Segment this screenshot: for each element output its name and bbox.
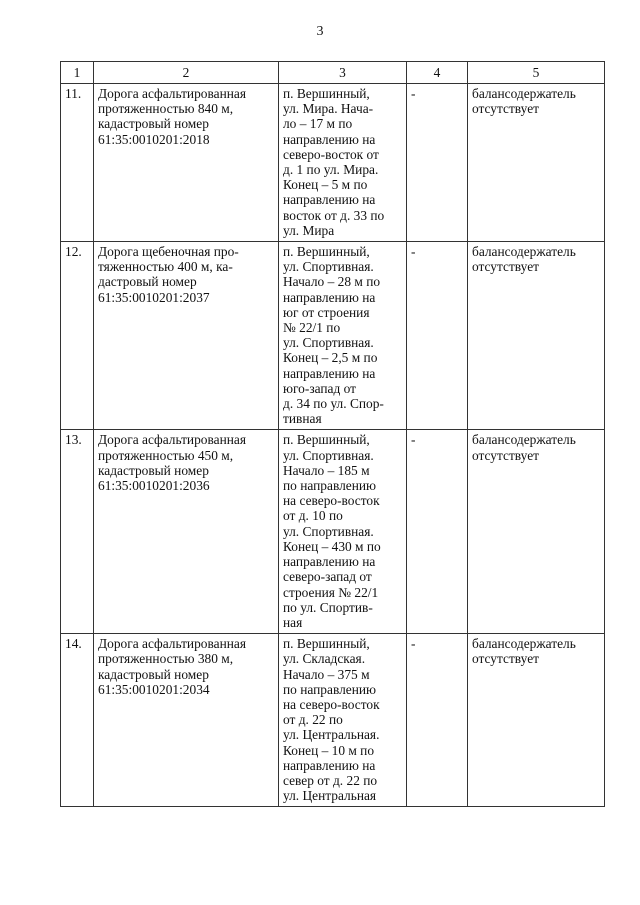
location-line: ло – 17 м по [283,116,353,132]
location-line: п. Вершинный, [283,244,370,260]
description-line: тяженностью 400 м, ка- [98,259,233,275]
location-line: юго-запад от [283,380,357,396]
location-line: от д. 22 по [283,712,343,728]
owner-status [468,634,605,807]
description-line: 61:35:0010201:2018 [98,131,210,147]
location-line: ул. Мира. Нача- [283,101,374,117]
location-line: Конец – 430 м по [283,538,381,554]
owner-status [468,84,605,242]
location-line: направлению на [283,554,376,570]
location-line: п. Вершинный, [283,636,370,652]
location-line: направлению на [283,289,376,305]
description-line: Дорога асфальтированная [98,86,247,101]
header-col-3: 3 [279,62,407,84]
road-description [94,634,279,807]
location-line: ул. Центральная [283,788,377,804]
header-col-2: 2 [94,62,279,84]
location-line: на северо-восток [283,493,380,509]
location-line: строения № 22/1 [283,584,379,600]
page-number: 3 [316,24,324,39]
owner-line: отсутствует [472,101,539,117]
location-line: направлению на [283,131,376,147]
location-line: Конец – 2,5 м по [283,350,378,366]
location-line: направлению на [283,192,376,208]
location-line: по направлению [283,478,377,494]
description-line: дастровый номер [98,274,197,290]
description-line: кадастровый номер [98,116,209,132]
location-line: от д. 10 по [283,508,343,524]
row-number: 13. [61,430,94,634]
location-line: ул. Складская. [283,651,366,667]
table-row [61,84,605,242]
location-line: Начало – 28 м по [283,274,381,290]
location-line: ул. Центральная. [283,727,380,743]
header-col-5: 5 [468,62,605,84]
owner-line: балансодержатель [472,432,576,448]
column-4-value: - [407,242,468,430]
column-4-value: - [407,84,468,242]
location-line: № 22/1 по [283,320,341,336]
table-row [61,634,605,807]
location-line: Конец – 10 м по [283,742,375,758]
description-line: протяженностью 380 м, [98,651,234,667]
owner-status [468,242,605,430]
description-line: 61:35:0010201:2036 [98,478,210,494]
owner-line: отсутствует [472,651,539,667]
location-line: тивная [283,411,322,427]
road-location [279,430,407,634]
row-number: 14. [61,634,94,807]
road-description [94,430,279,634]
header-col-1: 1 [61,62,94,84]
road-registry-table [60,61,605,807]
description-line: Дорога щебеночная про- [98,244,239,260]
description-line: Дорога асфальтированная [98,636,247,652]
description-line: Дорога асфальтированная [98,432,247,448]
row-number: 12. [61,242,94,430]
location-line: п. Вершинный, [283,432,370,448]
location-line: направлению на [283,757,376,773]
table-row [61,430,605,634]
owner-line: отсутствует [472,259,539,275]
header-row [61,62,605,84]
road-description [94,84,279,242]
description-line: 61:35:0010201:2034 [98,681,210,697]
location-line: д. 1 по ул. Мира. [283,162,379,178]
header-col-4: 4 [407,62,468,84]
location-line: север от д. 22 по [283,772,378,788]
location-line: направлению на [283,365,376,381]
location-line: д. 34 по ул. Спор- [283,396,384,412]
location-line: ул. Спортивная. [283,335,374,351]
owner-line: балансодержатель [472,86,576,101]
table-row [61,242,605,430]
owner-line: отсутствует [472,447,539,463]
location-line: по ул. Спортив- [283,599,373,615]
description-line: 61:35:0010201:2037 [98,289,210,305]
location-line: ул. Спортивная. [283,259,374,275]
location-line: по направлению [283,681,377,697]
description-line: протяженностью 840 м, [98,101,234,117]
road-location [279,634,407,807]
location-line: ул. Мира [283,222,335,238]
location-line: Начало – 185 м [283,462,370,478]
description-line: протяженностью 450 м, [98,447,234,463]
column-4-value: - [407,634,468,807]
column-4-value: - [407,430,468,634]
location-line: п. Вершинный, [283,86,370,101]
description-line: кадастровый номер [98,666,209,682]
owner-line: балансодержатель [472,244,576,260]
location-line: на северо-восток [283,696,380,712]
row-number: 11. [61,84,94,242]
location-line: северо-запад от [283,569,372,585]
road-location [279,242,407,430]
location-line: северо-восток от [283,146,379,162]
location-line: ул. Спортивная. [283,447,374,463]
location-line: восток от д. 33 по [283,207,385,223]
location-line: юг от строения [283,304,370,320]
owner-line: балансодержатель [472,636,576,652]
description-line: кадастровый номер [98,462,209,478]
location-line: ная [283,614,303,630]
owner-status [468,430,605,634]
road-description [94,242,279,430]
location-line: ул. Спортивная. [283,523,374,539]
road-location [279,84,407,242]
location-line: Начало – 375 м [283,666,370,682]
location-line: Конец – 5 м по [283,177,368,193]
